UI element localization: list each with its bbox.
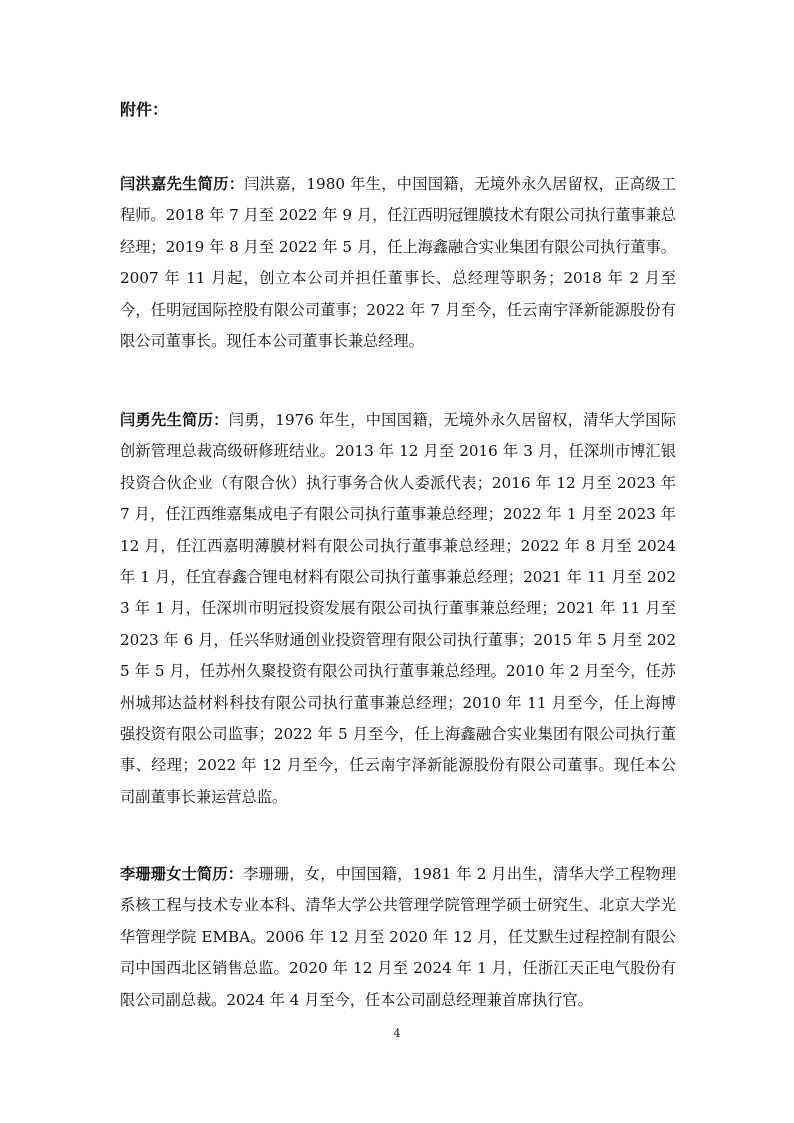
bio-heading: 闫洪嘉先生简历： bbox=[120, 175, 245, 193]
bio-yan-hongjia bbox=[120, 169, 676, 357]
bio-heading: 李珊珊女士简历： bbox=[120, 865, 244, 883]
page-number: 4 bbox=[393, 1027, 401, 1040]
bio-text: 闫洪嘉，1980 年生，中国国籍，无境外永久居留权，正高级工程师。2018 年 7 月至 2022 年 9 月，任江西明冠锂膜技术有限公司执行董事兼总经理；2019 年 8 月至 2022 年 5 月，任上海鑫融合实业集团有限公司执行董事。2007 年 11 月起，创立本公司并担任董事长、总经理等职务；2018 年 2 月至今，任明冠国际控股有限公司董事；2022 年 7 月至今，任云南宇泽新能源股份有限公司董事长。现任本公司董事长兼总经理。 bbox=[120, 175, 676, 351]
attachment-title: 附件： bbox=[120, 100, 169, 119]
bio-text: 闫勇，1976 年生，中国国籍，无境外永久居留权，清华大学国际创新管理总裁高级研修班结业。2013 年 12 月至 2016 年 3 月，任深圳市博汇银投资合伙企业（有限合伙）执行事务合伙人委派代表；2016 年 12 月至 2023 年 7 月，任江西维嘉集成电子有限公司执行董事兼总经理；2022 年 1 月至 2023 年 12 月，任江西嘉明薄膜材料有限公司执行董事兼总经理；2022 年 8 月至 2024 年 1 月，任宜春鑫合锂电材料有限公司执行董事兼总经理；2021 年 11 月至 2023 年 1 月，任深圳市明冠投资发展有限公司执行董事兼总经理；2021 年 11 月至 2023 年 6 月，任兴华财通创业投资管理有限公司执行董事；2015 年 5 月至 2025 年 5 月，任苏州久聚投资有限公司执行董事兼总经理。2010 年 2 月至今，任苏州城邦达益材料科技有限公司执行董事兼总经理；2010 年 11 月至今，任上海博强投资有限公司监事；2022 年 5 月至今，任上海鑫融合实业集团有限公司执行董事、经理；2022 年 12 月至今，任云南宇泽新能源股份有限公司董事。现任本公司副董事长兼运营总监。 bbox=[120, 411, 676, 806]
bio-yan-yong bbox=[120, 405, 676, 813]
bio-li-shanshan bbox=[120, 859, 676, 1016]
bio-text: 李珊珊，女，中国国籍，1981 年 2 月出生，清华大学工程物理系核工程与技术专业本科、清华大学公共管理学院管理学硕士研究生、北京大学光华管理学院 EMBA。2006 年 12 月至 2020 年 12 月，任艾默生过程控制有限公司中国西北区销售总监。2020 年 12 月至 2024 年 1 月，任浙江天正电气股份有限公司副总裁。2024 年 4 月至今，任本公司副总经理兼首席执行官。 bbox=[120, 865, 677, 1009]
bio-heading: 闫勇先生简历： bbox=[120, 411, 229, 429]
